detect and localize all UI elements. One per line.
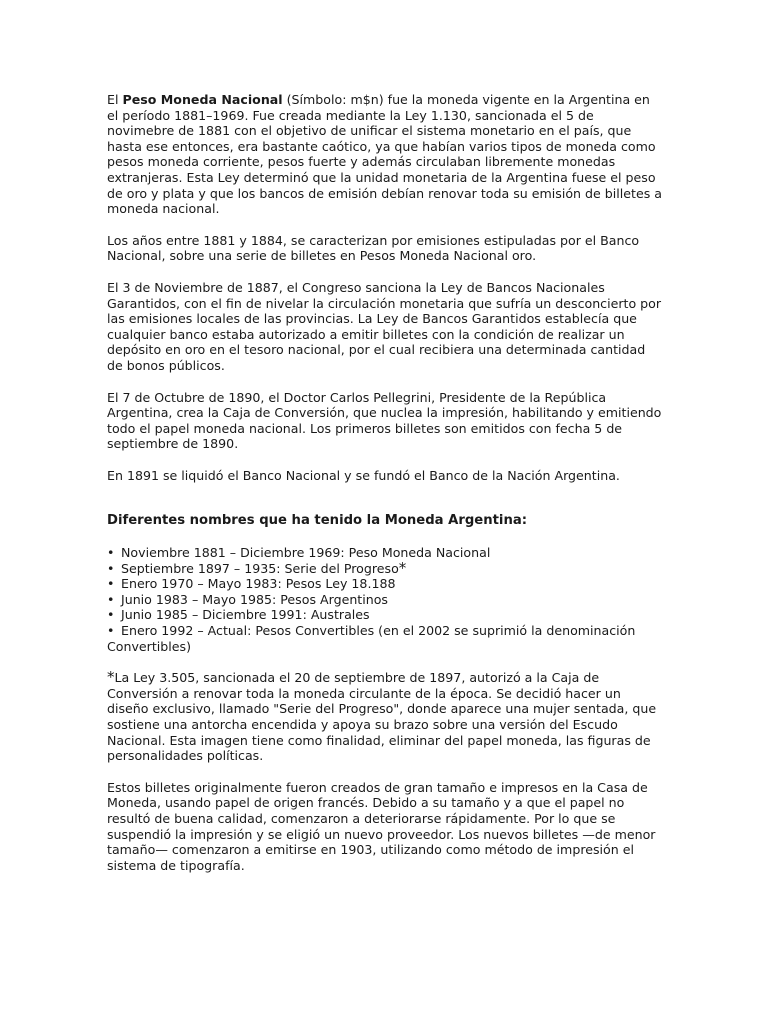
billetes-paragraph: Estos billetes originalmente fueron creados de gran tamaño e impresos en la Casa de Moneda, usando papel de origen francés. Debido a su tamaño y a que el papel no resultó de buena calidad, comenzaron a deteriorarse rápidamente. Por lo que se suspendió la impresión y se eligió un nuevo proveedor. Los nuevos billetes —de menor tamaño— comenzaron a emitirse en 1903, utilizando como método de impresión el sistema de tipografía. [107, 779, 656, 873]
names-heading: Diferentes nombres que ha tenido la Moneda Argentina: [107, 513, 528, 529]
bullet-icon: • [107, 576, 115, 592]
footnote-star: * [398, 558, 407, 577]
bullet-icon: • [107, 560, 115, 576]
list-item: • Enero 1992 – Actual: Pesos Convertibles (en el 2002 se suprimió la denominación Convertibles) [107, 623, 636, 654]
footnote-star: * [107, 668, 115, 687]
currency-name: Peso Moneda Nacional [122, 92, 283, 107]
list-item: • Junio 1983 – Mayo 1985: Pesos Argentinos [107, 591, 388, 607]
bullet-icon: • [107, 623, 115, 639]
names-list [107, 545, 663, 654]
paragraph-1890: El 7 de Octubre de 1890, el Doctor Carlos Pellegrini, Presidente de la República Argentina, crea la Caja de Conversión, que nuclea la impresión, habilitando y emitiendo todo el papel moneda nacional. Los primeros billetes son emitidos con fecha 5 de septiembre de 1890. [107, 389, 662, 452]
paragraph-1881-1884: Los años entre 1881 y 1884, se caracterizan por emisiones estipuladas por el Banco Nacional, sobre una serie de billetes en Pesos Moneda Nacional oro. [107, 232, 640, 264]
intro-paragraph [107, 92, 663, 217]
progreso-paragraph: *La Ley 3.505, sancionada el 20 de septiembre de 1897, autorizó a la Caja de Conversión a renovar toda la moneda circulante de la época. Se decidió hacer un diseño exclusivo, llamado "Serie del Progreso", donde aparece una mujer sentada, que sostiene una antorcha encendida y apoya su brazo sobre una versión del Escudo Nacional. Esta imagen tiene como finalidad, eliminar del papel moneda, las figuras de personalidades políticas. [107, 668, 657, 764]
list-item: • Enero 1970 – Mayo 1983: Pesos Ley 18.188 [107, 576, 396, 592]
document-page [107, 92, 663, 889]
list-item: • Junio 1985 – Diciembre 1991: Australes [107, 607, 370, 623]
paragraph-1887: El 3 de Noviembre de 1887, el Congreso sanciona la Ley de Bancos Nacionales Garantidos, con el fin de nivelar la circulación monetaria que sufría un desconcierto por las emisiones locales de las provincias. La Ley de Bancos Garantidos establecía que cualquier banco estaba autorizado a emitir billetes con la condición de realizar un depósito en oro en el tesoro nacional, por el cual recibiera una determinada cantidad de bonos públicos. [107, 279, 662, 373]
list-item: • Noviembre 1881 – Diciembre 1969: Peso Moneda Nacional [107, 545, 491, 561]
list-item: • Septiembre 1897 – 1935: Serie del Progreso* [107, 558, 407, 577]
paragraph-1891: En 1891 se liquidó el Banco Nacional y se fundó el Banco de la Nación Argentina. [107, 467, 620, 483]
bullet-icon: • [107, 591, 115, 607]
bullet-icon: • [107, 607, 115, 623]
intro-body: (Símbolo: m$n) fue la moneda vigente en la Argentina en el período 1881–1969. Fue creada mediante la Ley 1.130, sancionada el 5 de novimebre de 1881 con el objetivo de unificar el sistema monetario en el país, que hasta ese entonces, era bastante caótico, ya que habían varios tipos de moneda como pesos moneda corriente, pesos fuerte y además circulaban libremente monedas extranjeras. Esta Ley determinó que la unidad monetaria de la Argentina fuese el peso de oro y plata y que los bancos de emisión debían renovar toda su emisión de billetes a moneda nacional. [107, 92, 662, 217]
intro-lead: El [107, 92, 123, 107]
bullet-icon: • [107, 545, 115, 561]
